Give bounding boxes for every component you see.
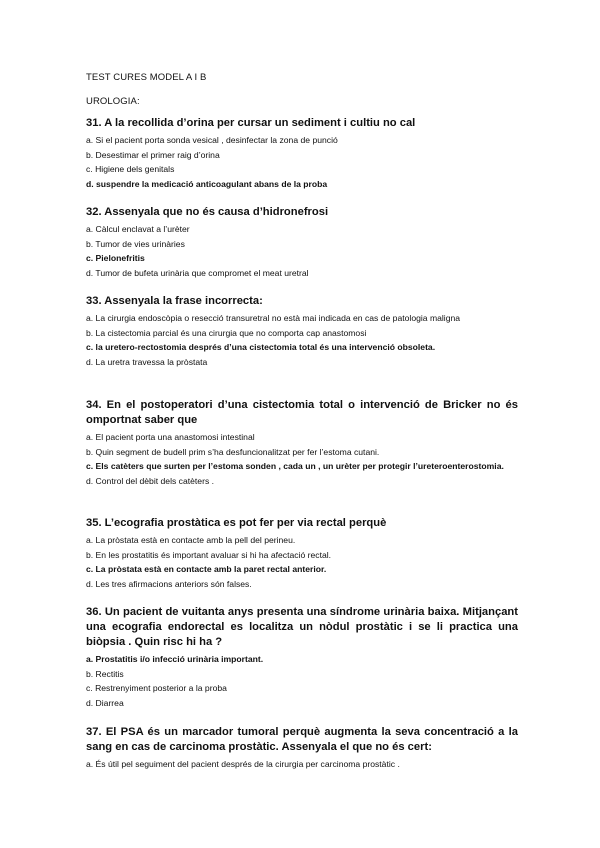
option-b: b. En les prostatitis és important avaluar si hi ha afectació rectal. bbox=[86, 549, 332, 560]
option-c: c. Pielonefritis bbox=[86, 253, 145, 263]
option-a: a. És útil pel seguiment del pacient després de la cirurgia per carcinoma prostàtic . bbox=[86, 759, 400, 769]
option-d: d. La uretra travessa la pròstata bbox=[86, 356, 208, 367]
option-d: d. Control del dèbit dels catèters . bbox=[86, 475, 215, 486]
option-c: c. Els catèters que surten per l’estoma sonden , cada un , un urèter per protegir l’ureteroenterostomia. bbox=[86, 461, 504, 471]
question-37 bbox=[86, 725, 518, 772]
document-title: TEST CURES MODEL A I B bbox=[86, 72, 207, 83]
option-b: b. Quin segment de budell prim s’ha desfuncionalitzat per fer l’estoma cutani. bbox=[86, 446, 380, 457]
option-a: a. Càlcul enclavat a l’urèter bbox=[86, 224, 190, 234]
option-a: a. El pacient porta una anastomosi intestinal bbox=[86, 432, 255, 442]
option-d: d. Diarrea bbox=[86, 697, 124, 708]
question-32 bbox=[86, 205, 518, 280]
option-a: a. Si el pacient porta sonda vesical , desinfectar la zona de punció bbox=[86, 135, 338, 145]
option-c: c. Restrenyiment posterior a la proba bbox=[86, 683, 227, 693]
question-title: 35. L’ecografia prostàtica es pot fer per via rectal perquè bbox=[86, 517, 387, 529]
question-34 bbox=[86, 398, 518, 488]
option-b: b. La cistectomia parcial és una cirurgia que no comporta cap anastomosi bbox=[86, 327, 367, 338]
option-a: a. Prostatitis i/o infecció urinària important. bbox=[86, 654, 264, 664]
question-31 bbox=[86, 116, 518, 191]
option-a: a. La pròstata està en contacte amb la pell del perineu. bbox=[86, 535, 296, 545]
option-c: c. La pròstata està en contacte amb la paret rectal anterior. bbox=[86, 564, 327, 574]
question-title: 33. Assenyala la frase incorrecta: bbox=[86, 295, 263, 307]
option-a: a. La cirurgia endoscòpia o resecció transuretral no està mai indicada en cas de patologia maligna bbox=[86, 313, 461, 323]
question-title: 34. En el postoperatori d’una cistectomia total o intervenció de Bricker no és omportnat saber que bbox=[86, 399, 518, 426]
option-d: d. Tumor de bufeta urinària que compromet el meat uretral bbox=[86, 267, 309, 278]
section-heading: UROLOGIA: bbox=[86, 96, 140, 107]
question-title: 32. Assenyala que no és causa d’hidronefrosi bbox=[86, 206, 329, 218]
question-title: 37. El PSA és un marcador tumoral perquè augmenta la seva concentració a la sang en cas de carcinoma prostàtic. Assenyala el que no és cert: bbox=[86, 726, 518, 753]
question-title: 36. Un pacient de vuitanta anys presenta una síndrome urinària baixa. Mitjançant una ecografia endorectal es localitza un nòdul prostàtic i se li practica una biòpsia . Quin risc hi ha ? bbox=[86, 606, 518, 648]
question-36 bbox=[86, 605, 518, 710]
question-35 bbox=[86, 516, 518, 591]
option-c: c. Higiene dels genitals bbox=[86, 164, 175, 174]
option-b: b. Desestimar el primer raig d’orina bbox=[86, 149, 220, 160]
option-b: b. Rectitis bbox=[86, 668, 124, 679]
option-b: b. Tumor de vies urinàries bbox=[86, 238, 185, 249]
option-d: d. suspendre la medicació anticoagulant abans de la proba bbox=[86, 178, 328, 189]
question-title: 31. A la recollida d’orina per cursar un sediment i cultiu no cal bbox=[86, 117, 416, 129]
option-d: d. Les tres afirmacions anteriors són falses. bbox=[86, 578, 252, 589]
question-33 bbox=[86, 294, 518, 369]
option-c: c. la uretero-rectostomia després d’una cistectomia total és una intervenció obsoleta. bbox=[86, 342, 436, 352]
